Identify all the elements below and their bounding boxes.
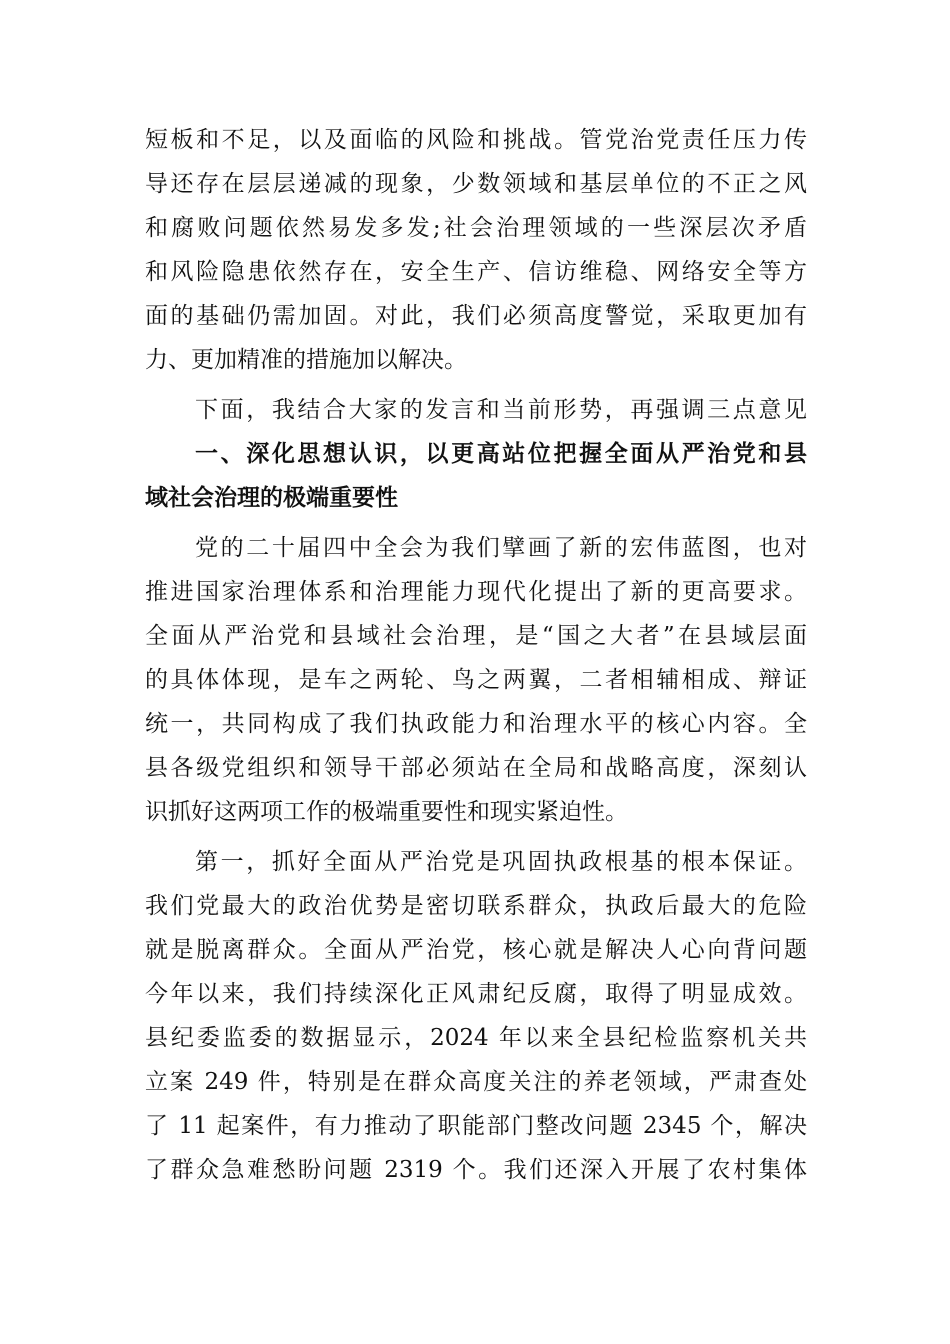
paragraph-line: 推进国家治理体系和治理能力现代化提出了新的更高要求。 — [145, 579, 807, 605]
paragraph-line: 和风险隐患依然存在，安全生产、信访维稳、网络安全等方 — [145, 259, 807, 285]
paragraph-line: 县纪委监委的数据显示，2024 年以来全县纪检监察机关共 — [145, 1025, 807, 1051]
paragraph-line: 就是脱离群众。全面从严治党，核心就是解决人心向背问题 — [145, 937, 807, 963]
paragraph-line: 的具体体现，是车之两轮、鸟之两翼，二者相辅相成、辩证 — [145, 667, 807, 693]
paragraph-line: 统一，共同构成了我们执政能力和治理水平的核心内容。全 — [145, 711, 807, 737]
paragraph-line: 了群众急难愁盼问题 2319 个。我们还深入开展了农村集体 — [145, 1157, 807, 1183]
paragraph-line: 力、更加精准的措施加以解决。 — [145, 347, 467, 373]
paragraph-line: 县各级党组织和领导干部必须站在全局和战略高度，深刻认 — [145, 755, 807, 781]
section-heading: 一、深化思想认识，以更高站位把握全面从严治党和县 — [195, 441, 807, 467]
paragraph-line: 了 11 起案件，有力推动了职能部门整改问题 2345 个，解决 — [145, 1113, 807, 1139]
paragraph-line: 和腐败问题依然易发多发;社会治理领域的一些深层次矛盾 — [145, 215, 807, 241]
paragraph-line: 第一，抓好全面从严治党是巩固执政根基的根本保证。 — [195, 849, 807, 875]
section-heading: 域社会治理的极端重要性 — [145, 485, 398, 511]
paragraph-line: 党的二十届四中全会为我们擘画了新的宏伟蓝图，也对 — [195, 535, 807, 561]
paragraph-line: 导还存在层层递减的现象，少数领域和基层单位的不正之风 — [145, 171, 807, 197]
paragraph-line: 立案 249 件，特别是在群众高度关注的养老领域，严肃查处 — [145, 1069, 807, 1095]
paragraph-line: 下面，我结合大家的发言和当前形势，再强调三点意见 — [195, 397, 807, 423]
paragraph-line: 短板和不足，以及面临的风险和挑战。管党治党责任压力传 — [145, 127, 807, 153]
paragraph-line: 全面从严治党和县域社会治理，是“国之大者”在县域层面 — [145, 623, 807, 649]
paragraph-line: 识抓好这两项工作的极端重要性和现实紧迫性。 — [145, 799, 628, 825]
paragraph-line: 面的基础仍需加固。对此，我们必须高度警觉，采取更加有 — [145, 303, 807, 329]
paragraph-line: 我们党最大的政治优势是密切联系群众，执政后最大的危险 — [145, 893, 807, 919]
paragraph-line: 今年以来，我们持续深化正风肃纪反腐，取得了明显成效。 — [145, 981, 807, 1007]
